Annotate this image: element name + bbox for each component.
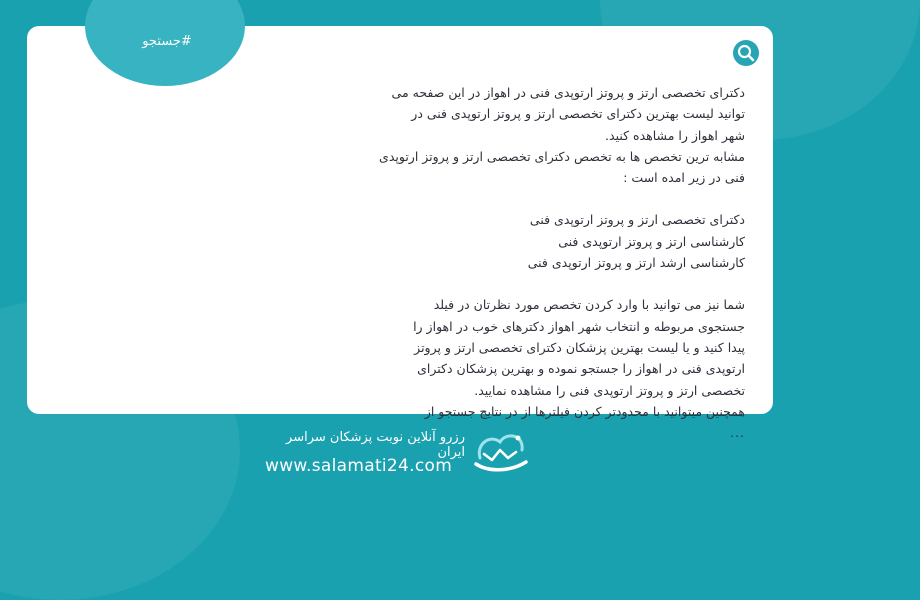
spacer [327, 188, 745, 209]
intro-line: شهر اهواز را مشاهده کنید. [605, 127, 745, 143]
outro-line: همچنین میتوانید با محدودتر کردن فیلترها از در نتایج جستجو از [424, 403, 745, 419]
outro-line: شما نیز می توانید با وارد کردن تخصص مورد نظرتان در فیلد [433, 297, 745, 313]
search-button[interactable] [733, 40, 759, 66]
outro-line: جستجوی مربوطه و انتخاب شهر اهواز دکترهای خوب در اهواز را [413, 318, 745, 334]
content-card [27, 26, 773, 441]
related-specialty-item: دکترای تخصصی ارتز و پروتز ارتوپدی فنی [529, 212, 745, 228]
related-specialty-item: کارشناسی ارشد ارتز و پروتز ارتوپدی فنی [527, 255, 745, 271]
intro-line: دکترای تخصصی ارتز و پروتز ارتوپدی فنی در اهواز در این صفحه می [391, 85, 745, 100]
footer-url-link[interactable]: www.salamati24.com [265, 456, 453, 476]
intro-line: فنی در زیر امده است : [623, 170, 745, 186]
hashtag-label[interactable]: #جستجو [142, 34, 192, 49]
footer-tagline: رزرو آنلاین نوبت پزشکان سراسر ایران [286, 430, 465, 460]
article-text [327, 82, 745, 443]
spacer [327, 273, 745, 294]
intro-line: توانید لیست بهترین دکترای تخصصی ارتز و پروتز ارتوپدی فنی در [411, 106, 745, 122]
outro-line: ارتوپدی فنی در اهواز را جستجو نموده و بهترین پزشکان دکترای [417, 361, 745, 377]
intro-line: مشابه ترین تخصص ها به تخصص دکترای تخصصی ارتز و پروتز ارتوپدی [379, 148, 745, 164]
more-ellipsis: ... [730, 425, 745, 441]
outro-line: پیدا کنید و یا لیست بهترین پزشکان دکترای تخصصی ارتز و پروتز [414, 339, 745, 355]
related-specialty-item: کارشناسی ارتز و پروتز ارتوپدی فنی [558, 233, 745, 249]
outro-line: تخصصی ارتز و پروتز ارتوپدی فنی را مشاهده نمایید. [474, 382, 745, 398]
salamati-logo-icon [470, 424, 532, 478]
search-icon [733, 40, 759, 66]
